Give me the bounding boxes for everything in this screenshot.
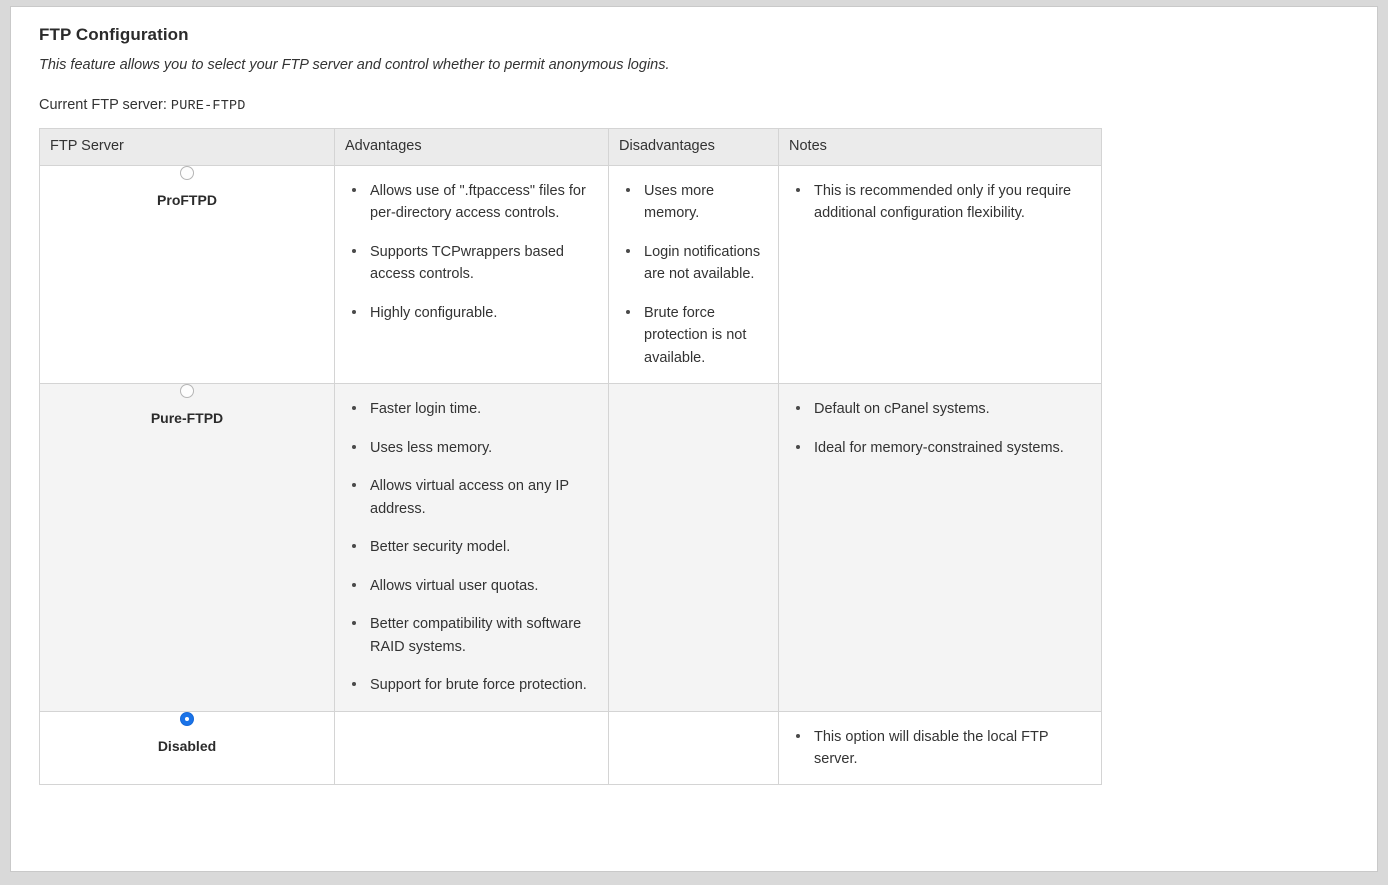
list-item: This option will disable the local FTP server. — [793, 726, 1089, 771]
list-item: Highly configurable. — [349, 302, 596, 324]
server-option-pure-ftpd[interactable] — [40, 384, 335, 711]
list-item: Ideal for memory-constrained systems. — [793, 437, 1089, 459]
list-item: Faster login time. — [349, 398, 596, 420]
disadvantages-cell-disabled — [609, 711, 779, 785]
ftp-configuration-panel — [10, 6, 1378, 872]
advantages-list — [335, 166, 608, 338]
disadvantages-list — [609, 166, 778, 383]
notes-cell-disabled — [779, 711, 1102, 785]
list-item: Uses more memory. — [623, 180, 766, 225]
server-option-disabled[interactable] — [40, 711, 335, 785]
advantages-cell-pure-ftpd — [335, 384, 609, 711]
column-header-disadvantages: Disadvantages — [609, 129, 779, 166]
radio-disabled-icon[interactable] — [180, 712, 194, 726]
radio-proftpd-icon[interactable] — [180, 166, 194, 180]
column-header-notes: Notes — [779, 129, 1102, 166]
notes-cell-pure-ftpd — [779, 384, 1102, 711]
advantages-list — [335, 384, 608, 710]
current-ftp-server-value: PURE-FTPD — [170, 99, 246, 114]
radio-pure-ftpd-icon[interactable] — [180, 384, 194, 398]
list-item: Supports TCPwrappers based access controls. — [349, 241, 596, 286]
disadvantages-cell-pure-ftpd — [609, 384, 779, 711]
advantages-cell-proftpd — [335, 166, 609, 384]
list-item: Default on cPanel systems. — [793, 398, 1089, 420]
column-header-ftp-server: FTP Server — [40, 129, 335, 166]
notes-cell-proftpd — [779, 166, 1102, 384]
ftp-server-table — [39, 128, 1102, 785]
table-row — [40, 166, 1102, 384]
list-item: Allows use of ".ftpaccess" files for per-directory access controls. — [349, 180, 596, 225]
page-title: FTP Configuration — [39, 25, 189, 44]
list-item: Allows virtual access on any IP address. — [349, 475, 596, 520]
column-header-advantages: Advantages — [335, 129, 609, 166]
table-header-row — [40, 129, 1102, 166]
list-item: Allows virtual user quotas. — [349, 575, 596, 597]
table-row — [40, 711, 1102, 785]
list-item: Uses less memory. — [349, 437, 596, 459]
server-label-pure-ftpd: Pure-FTPD — [150, 410, 224, 427]
table-header — [40, 129, 1102, 166]
server-label-disabled: Disabled — [157, 737, 217, 754]
notes-list — [779, 712, 1101, 785]
disadvantages-cell-proftpd — [609, 166, 779, 384]
current-ftp-server-label: Current FTP server: — [39, 97, 167, 113]
table-row — [40, 384, 1102, 711]
list-item: Better compatibility with software RAID systems. — [349, 613, 596, 658]
list-item: This is recommended only if you require additional configuration flexibility. — [793, 180, 1089, 225]
list-item: Support for brute force protection. — [349, 674, 596, 696]
notes-list — [779, 166, 1101, 239]
table-body — [40, 166, 1102, 785]
server-option-proftpd[interactable] — [40, 166, 335, 384]
notes-list — [779, 384, 1101, 473]
list-item: Login notifications are not available. — [623, 241, 766, 286]
list-item: Brute force protection is not available. — [623, 302, 766, 369]
server-label-proftpd: ProFTPD — [157, 192, 217, 208]
advantages-cell-disabled — [335, 711, 609, 785]
list-item: Better security model. — [349, 536, 596, 558]
page-description: This feature allows you to select your FTP server and control whether to permit anonymous logins. — [39, 57, 670, 73]
current-ftp-server — [39, 97, 1355, 114]
